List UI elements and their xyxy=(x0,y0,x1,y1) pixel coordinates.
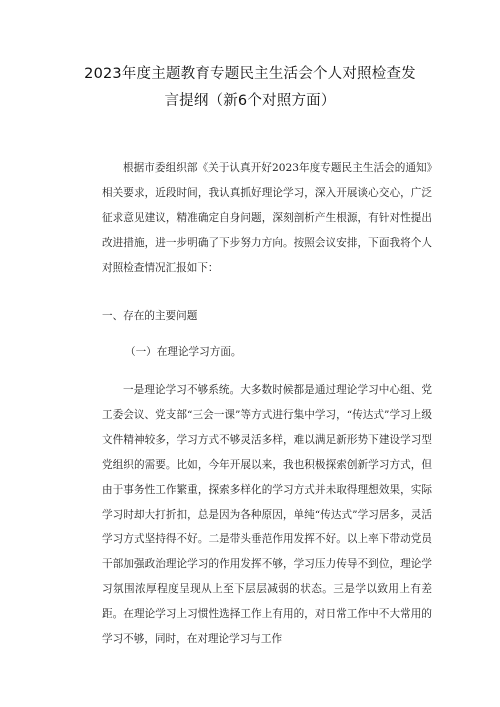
section-heading: 一、存在的主要问题 xyxy=(102,310,198,322)
body-paragraph: 一是理论学习不够系统。大多数时候都是通过理论学习中心组、党工委会议、党支部“三会一课”等方式进行集中学习，“传达式”学习上级文件精神较多，学习方式不够灵活多样，难以满足新形势下建设学习型党组织的需要。比如，今年开展以来，我也积极探索创新学习方式，但由于事务性工作繁重，探索多样化的学习方式并未取得理想效果，实际学习时却大打折扣，总是因为各种原因，单纯“传达式”学习居多，灵活学习方式坚持得不好。二是带头垂范作用发挥不好。以上率下带动党员干部加强政治理论学习的作用发挥不够，学习压力传导不到位，理论学习氛围浓厚程度呈现从上至下层层减弱的状态。三是学以致用上有差距。在理论学习上习惯性选择工作上有用的，对日常工作中不大常用的学习不够，同时，在对理论学习与工作 xyxy=(102,384,432,646)
document-title-line-1: 2023年度主题教育专题民主生活会个人对照检查发 xyxy=(84,66,416,82)
subsection-heading: （一）在理论学习方面。 xyxy=(125,346,242,358)
intro-paragraph: 根据市委组织部《关于认真开好2023年度专题民主生活会的通知》相关要求，近段时间，我认真抓好理论学习，深入开展谈心交心，广泛征求意见建议，精准确定自身问题，深刻剖析产生根源，有针对性提出改进措施，进一步明确了下步努力方向。按照会议安排，下面我将个人对照检查情况汇报如下： xyxy=(102,162,432,274)
document-title-line-2: 言提纲（新6个对照方面） xyxy=(164,93,336,109)
